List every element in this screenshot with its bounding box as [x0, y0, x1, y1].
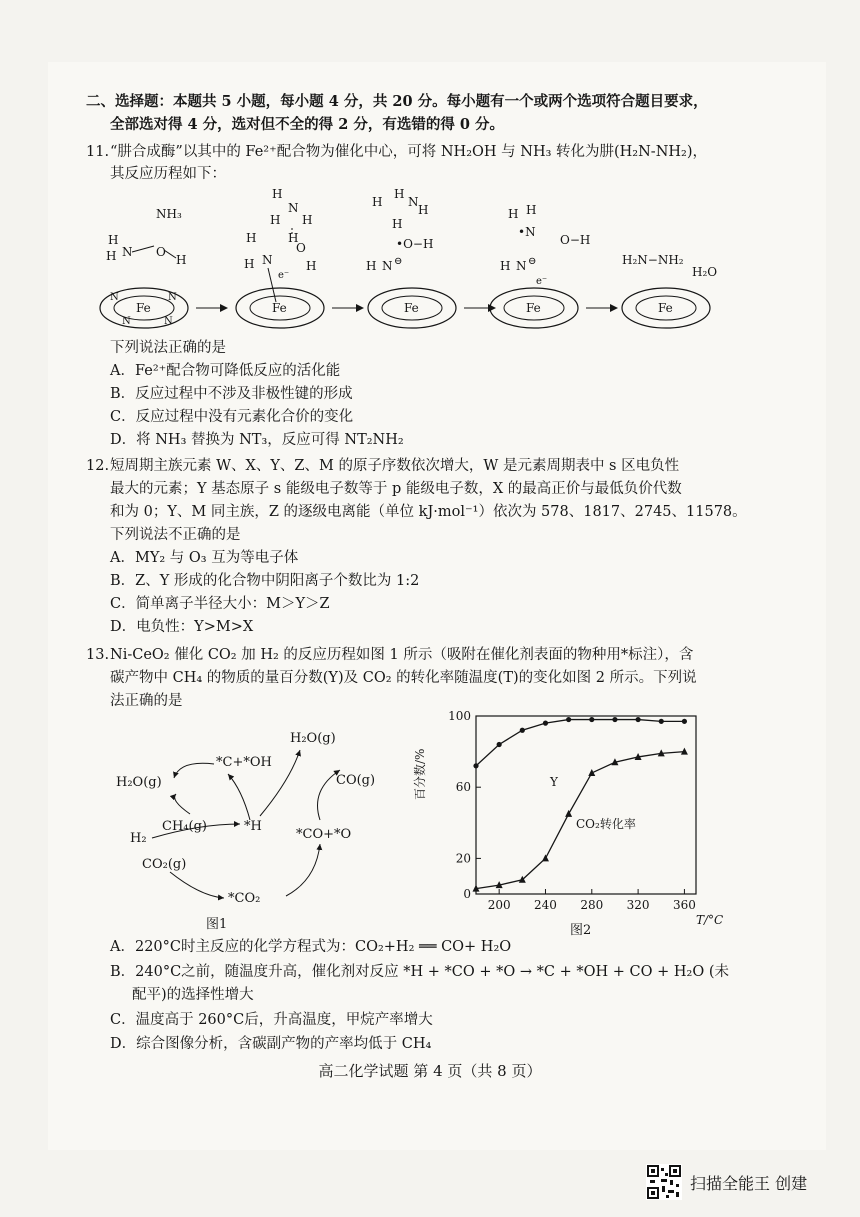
svg-text:N: N	[122, 245, 133, 259]
y-tick-label: 0	[463, 887, 471, 901]
svg-text:H: H	[272, 187, 283, 201]
q13-number: 13.	[86, 647, 110, 663]
co2-star-label: *CO₂	[228, 891, 261, 906]
data-point-y	[473, 763, 478, 768]
svg-text:H: H	[306, 259, 317, 273]
series-label-y: Y	[550, 775, 558, 789]
svg-text:H: H	[392, 217, 403, 231]
q12-stem-3: 和为 0；Y、M 同主族，Z 的逐级电离能（单位 kJ·mol⁻¹）依次为 578、1817、2745、11578。	[110, 504, 747, 520]
svg-text:H: H	[288, 231, 299, 245]
chart-x-label: T/°C	[696, 913, 724, 927]
svg-text:H: H	[108, 233, 119, 247]
data-point-y	[520, 728, 525, 733]
q11-number: 11.	[86, 144, 110, 160]
q13-stem-2: 碳产物中 CH₄ 的物质的量百分数(Y)及 CO₂ 的转化率随温度(T)的变化如图 2 所示。下列说	[110, 670, 697, 686]
section-heading-cont: 全部选对得 4 分，选对但不全的得 2 分，有选错的得 0 分。	[110, 116, 505, 133]
svg-text:e⁻: e⁻	[536, 276, 548, 287]
data-point-y	[612, 717, 617, 722]
fe-complex-3	[368, 288, 456, 328]
q12-option-c: C．简单离子半径大小：M＞Y＞Z	[110, 596, 330, 612]
svg-text:H: H	[244, 257, 255, 271]
scanner-watermark: 扫描全能王 创建	[690, 1174, 808, 1193]
figure-2-caption: 图2	[570, 923, 592, 938]
q11-prompt: 下列说法正确的是	[110, 340, 226, 356]
svg-text:N: N	[408, 195, 419, 209]
q11-stem: “肼合成酶”以其中的 Fe²⁺配合物为催化中心，可将 NH₂OH 与 NH₃ 转化为肼(H₂N-NH₂)，	[110, 144, 708, 160]
svg-text:Fe: Fe	[272, 301, 287, 315]
data-point-y	[659, 719, 664, 724]
svg-text:O: O	[156, 245, 166, 259]
svg-text:H: H	[106, 249, 117, 263]
page-footer: 高二化学试题 第 4 页（共 8 页）	[318, 1062, 542, 1080]
q13-option-a: A．220°C时主反应的化学方程式为：CO₂+H₂ ══ CO+ H₂O	[110, 939, 512, 955]
q13-stem-3: 法正确的是	[110, 693, 183, 709]
svg-text:H: H	[366, 259, 377, 273]
q13-option-c: C．温度高于 260°C后，升高温度，甲烷产率增大	[110, 1012, 433, 1028]
svg-text:Fe: Fe	[136, 301, 151, 315]
co-o-label: *CO+*O	[296, 827, 352, 842]
nh3-label: NH₃	[156, 207, 182, 221]
q11-stem-cont: 其反应历程如下：	[110, 166, 226, 182]
q13-option-b: B．240°C之前，随温度升高，催化剂对反应 *H + *CO + *O → *C + *OH + CO + H₂O (未	[110, 964, 729, 980]
series-line-0	[476, 720, 684, 766]
chart-frame	[476, 716, 696, 894]
data-point-co2	[681, 748, 688, 755]
svg-text:N: N	[516, 259, 527, 273]
svg-text:N: N	[288, 201, 299, 215]
q11-mechanism-figure	[96, 184, 736, 344]
svg-text:Fe: Fe	[658, 301, 673, 315]
data-point-y	[566, 717, 571, 722]
svg-text:H: H	[508, 207, 519, 221]
data-point-co2	[542, 854, 549, 861]
svg-text:H: H	[302, 213, 313, 227]
svg-text:H: H	[418, 203, 429, 217]
q12-number: 12.	[86, 458, 110, 474]
fe-complex-4	[490, 288, 578, 328]
svg-text:H: H	[526, 203, 537, 217]
y-tick-label: 100	[448, 709, 471, 723]
chart-y-label: 百分数/%	[413, 748, 427, 800]
figure-1-reaction-cycle	[110, 720, 410, 935]
x-tick-label: 240	[534, 898, 557, 912]
figure-1-caption: 图1	[206, 917, 228, 932]
x-tick-label: 200	[487, 898, 511, 912]
x-tick-label: 280	[580, 898, 604, 912]
co-label: CO(g)	[336, 773, 376, 788]
data-point-y	[682, 719, 687, 724]
svg-text:N: N	[382, 259, 393, 273]
ch4-label: CH₄(g)	[162, 819, 207, 834]
q12-option-d: D．电负性：Y>M>X	[110, 619, 254, 635]
svg-text:Fe: Fe	[404, 301, 419, 315]
svg-text:H: H	[246, 231, 257, 245]
h2o-left-label: H₂O(g)	[116, 775, 162, 790]
x-tick-label: 320	[626, 898, 650, 912]
svg-text:N: N	[168, 292, 177, 303]
q12-stem-4: 下列说法不正确的是	[110, 527, 241, 543]
svg-text:H: H	[394, 187, 405, 201]
h2o-top-label: H₂O(g)	[290, 731, 336, 746]
svg-text:•O−H: •O−H	[396, 237, 434, 251]
figure-2-chart	[413, 704, 724, 938]
q13-option-d: D．综合图像分析，含碳副产物的产率均低于 CH₄	[110, 1036, 432, 1052]
svg-text:H: H	[372, 195, 383, 209]
q11-option-d: D．将 NH₃ 替换为 NT₃，反应可得 NT₂NH₂	[110, 432, 404, 448]
svg-text:N: N	[110, 292, 119, 303]
svg-text:⊖: ⊖	[528, 256, 537, 267]
svg-text:O: O	[296, 241, 306, 255]
svg-text:•N: •N	[518, 225, 536, 239]
section-heading: 二、选择题：本题共 5 小题，每小题 4 分，共 20 分。每小题有一个或两个选项符合题目要求，	[86, 93, 708, 110]
q11-option-c: C．反应过程中没有元素化合价的变化	[110, 409, 354, 425]
water-label: H₂O	[692, 265, 718, 279]
data-point-co2	[565, 810, 572, 817]
data-point-y	[636, 717, 641, 722]
svg-text:Fe: Fe	[526, 301, 541, 315]
y-tick-label: 20	[455, 851, 471, 866]
h2-label: H₂	[130, 831, 147, 846]
svg-text:N: N	[122, 316, 131, 327]
svg-text:H: H	[176, 253, 187, 267]
c-oh-label: *C+*OH	[216, 755, 272, 770]
q13-stem-1: Ni-CeO₂ 催化 CO₂ 加 H₂ 的反应历程如图 1 所示（吸附在催化剂表面的物种用*标注），含	[110, 647, 694, 663]
q12-option-b: B．Z、Y 形成的化合物中阴阳离子个数比为 1:2	[110, 573, 420, 589]
q12-option-a: A．MY₂ 与 O₃ 互为等电子体	[110, 550, 299, 566]
svg-text:N: N	[262, 253, 273, 267]
series-label-co2: CO₂转化率	[576, 817, 636, 831]
q12-stem-2: 最大的元素；Y 基态原子 s 能级电子数等于 p 能级电子数，X 的最高正价与最低负价代数	[110, 481, 682, 497]
q11-option-a: A．Fe²⁺配合物可降低反应的活化能	[110, 363, 341, 379]
x-tick-label: 360	[672, 898, 696, 912]
qr-code-icon	[646, 1164, 682, 1200]
y-tick-label: 60	[455, 780, 471, 795]
co2-label: CO₂(g)	[142, 857, 187, 872]
data-point-y	[589, 717, 594, 722]
svg-text:e⁻: e⁻	[278, 270, 290, 281]
q13-option-b-cont: 配平)的选择性增大	[132, 987, 254, 1003]
svg-text:H: H	[500, 259, 511, 273]
h-star-label: *H	[244, 819, 262, 834]
fe-complex-5	[622, 288, 710, 328]
hydrazine-label: H₂N−NH₂	[622, 253, 684, 267]
data-point-y	[543, 721, 548, 726]
svg-text:O−H: O−H	[560, 233, 591, 247]
svg-text:⊖: ⊖	[394, 256, 403, 267]
svg-text:N: N	[164, 316, 173, 327]
svg-text:H: H	[270, 213, 281, 227]
fe-complex-1	[100, 288, 188, 328]
data-point-y	[497, 742, 502, 747]
q11-option-b: B．反应过程中不涉及非极性键的形成	[110, 386, 353, 402]
q12-stem-1: 短周期主族元素 W、X、Y、Z、M 的原子序数依次增大，W 是元素周期表中 s 区电负性	[110, 458, 680, 474]
